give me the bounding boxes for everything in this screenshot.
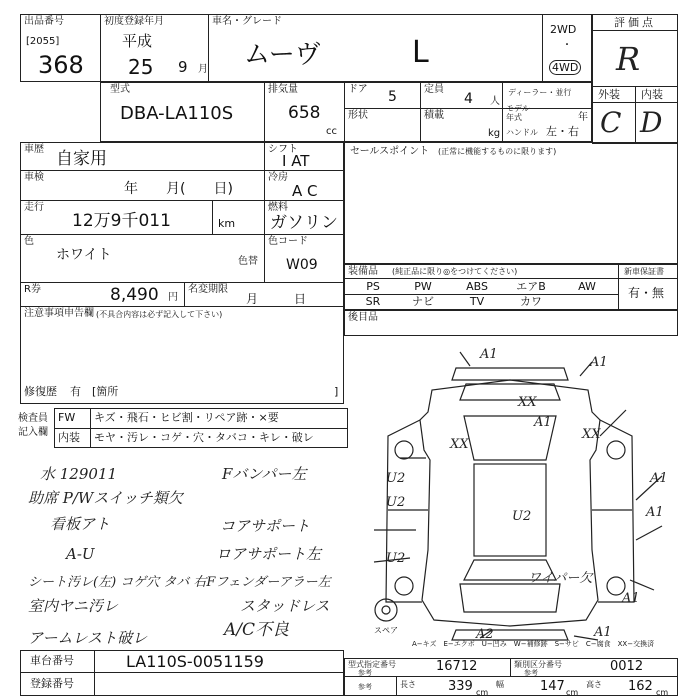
mileage-label: 走行	[24, 202, 44, 213]
notice-sub: (不具合内容は必ず記入して下さい)	[96, 310, 223, 319]
type-no-label: 型式指定番号	[348, 660, 396, 669]
damage-mark: U2	[386, 495, 406, 510]
fw-items: キズ・飛石・ヒビ割・リペア跡・×要	[94, 411, 279, 424]
note-7: ロアサポート左	[216, 545, 322, 563]
year: 25	[128, 55, 154, 79]
width-label: 幅	[496, 680, 504, 689]
reg-label: 登録番号	[30, 677, 74, 690]
name-label: 車名・グレード	[212, 16, 282, 27]
grade: L	[412, 35, 429, 70]
inspector-label: 検査員記入欄	[18, 413, 48, 438]
warranty-label: 新車保証書	[624, 267, 664, 276]
sales-sub: (正常に機能するものに限ります)	[438, 147, 557, 156]
ac: A C	[292, 182, 318, 200]
damage-mark: A1	[622, 591, 640, 606]
equipment-label: 装備品	[348, 266, 378, 277]
equipment-item: SR	[365, 295, 381, 308]
rear-seat-label: 後目品	[348, 312, 378, 323]
repair-label: 修復歴	[24, 385, 57, 398]
shape-label: 形状	[348, 110, 368, 121]
lot-sub: [2055]	[26, 36, 60, 47]
damage-mark: XX	[518, 395, 537, 410]
history-label: 車歴	[24, 144, 44, 155]
height: 162	[628, 679, 653, 694]
note-8: シート汚レ(左) コゲ穴 タバ 右Fフェンダーアラー左	[28, 575, 331, 590]
equipment-item: PW	[414, 280, 432, 293]
fuel: ガソリン	[270, 213, 338, 233]
category-label: 類別区分番号	[514, 660, 562, 669]
damage-mark: ワイパー欠	[528, 571, 593, 586]
damage-mark: A2	[476, 627, 494, 642]
note-5: コアサポート	[220, 517, 311, 535]
damage-mark: A1	[534, 415, 552, 430]
km-unit: km	[218, 217, 236, 230]
door-label: ドア	[348, 84, 368, 95]
ref-label-2: 参考	[524, 669, 538, 677]
interior-label: 内装	[641, 88, 663, 101]
in-label: 内装	[58, 431, 80, 444]
score-label: 評価点	[614, 16, 656, 29]
capacity: 4	[464, 91, 473, 107]
drive-4wd: 4WD	[549, 60, 581, 75]
drive-2wd: 2WD	[550, 23, 577, 36]
month-unit: 月	[198, 64, 208, 75]
note-2: Fバンパー左	[222, 465, 307, 483]
equipment-item: TV	[469, 295, 485, 308]
score-value: R	[616, 40, 641, 78]
ac-label: 冷房	[268, 172, 288, 183]
inspection-label: 車検	[24, 172, 44, 183]
exterior-label: 外装	[598, 88, 620, 101]
fuel-label: 燃料	[268, 202, 288, 213]
note-11: アームレスト破レ	[28, 629, 148, 647]
note-6: A-U	[66, 545, 95, 563]
tax-label: R券	[24, 284, 41, 295]
doors: 5	[388, 89, 397, 105]
cm-2: cm	[566, 688, 579, 697]
equipment-item: PS	[366, 280, 380, 293]
shift: I AT	[282, 152, 310, 170]
in-items: モヤ・汚レ・コゲ・穴・タバコ・キレ・破レ	[94, 431, 314, 444]
color: ホワイト	[56, 247, 112, 263]
person-unit: 人	[490, 96, 500, 107]
kg-unit: kg	[488, 128, 501, 139]
dealer-label: ディーラー・並行	[508, 88, 572, 97]
lot-number: 368	[38, 51, 84, 79]
repair-value: 有 [箇所	[70, 385, 119, 398]
history: 自家用	[56, 149, 107, 169]
year-label: 初度登録年月	[104, 16, 164, 27]
note-4: 看板アト	[50, 515, 111, 533]
note-9: 室内ヤニ汚レ	[28, 597, 119, 615]
equipment-item: カワ	[520, 295, 542, 308]
deadline-label: 名変期限	[188, 284, 228, 295]
mileage: 12万9千011	[72, 211, 171, 231]
note-10: スタッドレス	[240, 597, 330, 615]
equipment-sub: (純正品に限り◎をつけてください)	[392, 267, 518, 276]
capacity-label: 定員	[424, 84, 444, 95]
spare-label: スペア	[374, 626, 398, 635]
color-change-label: 色替	[238, 256, 258, 267]
cc-unit: cc	[326, 126, 337, 137]
rear-frame	[344, 310, 678, 336]
damage-mark: U2	[512, 509, 532, 524]
sales-frame	[344, 142, 678, 264]
interior-grade: D	[640, 106, 663, 139]
damage-mark: A1	[590, 355, 608, 370]
damage-mark: XX	[582, 427, 601, 442]
damage-mark: A1	[650, 471, 668, 486]
displacement: 658	[288, 103, 321, 123]
note-3: 助席 P/Wスイッチ類欠	[28, 489, 183, 507]
model-label: 型式	[110, 84, 130, 95]
displacement-label: 排気量	[268, 84, 298, 95]
equipment-item: ABS	[466, 280, 488, 293]
era: 平成	[122, 32, 153, 50]
width: 147	[540, 679, 565, 694]
color-code: W09	[286, 257, 318, 273]
handle-label: ハンドル	[506, 128, 538, 137]
sales-label: セールスポイント	[350, 146, 430, 157]
note-1: 水 129011	[40, 465, 118, 483]
ref-label-1: 参考	[358, 669, 372, 677]
drive-dot: ・	[562, 40, 572, 51]
yen-unit: 円	[168, 292, 178, 303]
diagram-legend: A−キズ E−エクボ U−凹み W−補修跡 S−サビ C−腐食 XX−交換済	[412, 640, 655, 648]
damage-mark: U2	[386, 471, 406, 486]
handle: 左・右	[546, 125, 579, 138]
repair-bracket: ]	[334, 385, 339, 398]
model-year-label: モデル年式	[506, 104, 530, 122]
car-name: ムーヴ	[244, 40, 321, 70]
cm-3: cm	[656, 688, 669, 697]
warranty: 有・無	[628, 286, 665, 300]
damage-mark: A1	[646, 505, 664, 520]
month: 9	[178, 58, 188, 76]
cm-1: cm	[476, 688, 489, 697]
lot-label: 出品番号	[24, 16, 64, 27]
chassis-label: 車台番号	[30, 654, 74, 667]
model: DBA-LA110S	[120, 103, 234, 124]
damage-mark: U2	[386, 551, 406, 566]
car-diagram	[360, 340, 680, 656]
note-12: A/C不良	[224, 620, 290, 640]
equipment-item: エアB	[516, 280, 546, 293]
length: 339	[448, 679, 473, 694]
equipment-item: ナビ	[412, 295, 434, 308]
fw-label: FW	[58, 411, 76, 424]
deadline: 月 日	[246, 292, 307, 306]
tax: 8,490	[110, 285, 159, 305]
type-no: 16712	[436, 659, 478, 674]
color-code-label: 色コード	[268, 236, 308, 247]
shift-label: シフト	[268, 144, 298, 155]
height-label: 高さ	[586, 680, 602, 689]
load-label: 積載	[424, 110, 444, 121]
chassis: LA110S-0051159	[126, 652, 264, 671]
length-label: 長さ	[400, 680, 416, 689]
color-label: 色	[24, 236, 34, 247]
ref-label-3: 参考	[358, 683, 372, 691]
damage-mark: XX	[450, 437, 469, 452]
exterior-grade: C	[600, 106, 622, 139]
damage-mark: A1	[594, 625, 612, 640]
year-unit: 年	[578, 112, 588, 123]
notice-label: 注意事項申告欄	[24, 308, 94, 319]
category: 0012	[610, 659, 644, 674]
damage-mark: A1	[480, 347, 498, 362]
equipment-item: AW	[578, 280, 596, 293]
inspection: 年 月( 日)	[124, 181, 233, 197]
